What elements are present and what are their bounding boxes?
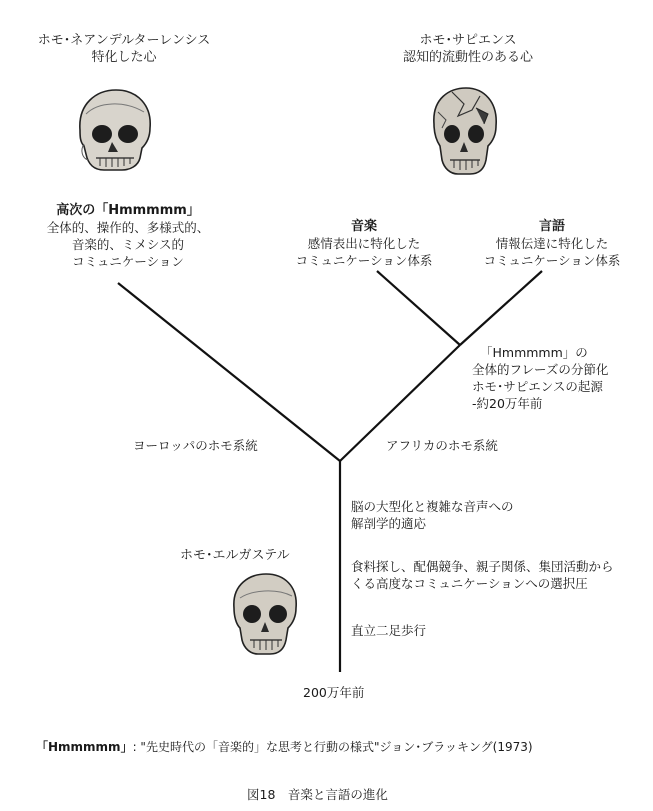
neanderthal-name: ホモ･ネアンデルターレンシス — [37, 33, 211, 48]
bipedalism-note: 直立二足歩行 — [351, 623, 427, 638]
base-time-label: 200万年前 — [303, 685, 365, 700]
neanderthal-line-3: コミュニケーション — [72, 254, 184, 269]
pressure-line-2: くる高度なコミュニケーションへの選択圧 — [351, 576, 588, 591]
music-line-1: 感情表出に特化した — [307, 236, 421, 251]
language-line-2: コミュニケーション体系 — [483, 253, 621, 268]
sapiens-skull-image — [424, 84, 502, 180]
hmmmmm-definition — [36, 739, 533, 756]
selection-pressure-note — [351, 558, 614, 592]
language-branch-line — [460, 271, 542, 345]
footnote-text: : "先史時代の「音楽的」な思考と行動の様式"ジョン･ブラッキング(1973) — [132, 740, 533, 754]
music-line-2: コミュニケーション体系 — [295, 253, 433, 268]
ergaster-skull-image — [222, 568, 306, 660]
footnote-term: 「Hmmmmm」 — [36, 740, 133, 754]
origin-line-3: ホモ･サピエンスの起源 — [472, 379, 603, 394]
neanderthal-line-1: 全体的、操作的、多様式的、 — [46, 220, 210, 235]
music-node — [274, 218, 454, 269]
hmmmmm-heading: 高次の「Hmmmmm」 — [56, 203, 200, 218]
adaptation-line-1: 脳の大型化と複雑な音声への — [351, 499, 514, 514]
origin-line-2: 全体的フレーズの分節化 — [472, 362, 609, 377]
music-branch-line — [377, 271, 460, 345]
neanderthal-line-2: 音楽的、ミメシス的 — [71, 237, 185, 252]
neanderthal-communication — [10, 202, 246, 270]
neanderthal-mind: 特化した心 — [91, 50, 157, 65]
language-line-1: 情報伝達に特化した — [495, 236, 609, 251]
sapiens-name: ホモ･サピエンス — [419, 33, 517, 48]
africa-lineage-label: アフリカのホモ系統 — [386, 438, 498, 453]
brain-adaptation-note — [351, 498, 514, 532]
adaptation-line-2: 解剖学的適応 — [351, 516, 427, 531]
europe-lineage-label: ヨーロッパのホモ系統 — [133, 438, 258, 453]
neanderthal-label — [14, 32, 234, 66]
neanderthal-skull-image — [62, 84, 158, 180]
sapiens-origin-note — [472, 344, 608, 412]
language-node — [462, 218, 642, 269]
sapiens-mind: 認知的流動性のある心 — [402, 50, 533, 65]
ergaster-label: ホモ･エルガステル — [180, 548, 290, 563]
music-heading: 音楽 — [350, 219, 377, 234]
origin-line-4: ‐約20万年前 — [472, 396, 543, 411]
pressure-line-1: 食料探し、配偶競争、親子関係、集団活動から — [351, 559, 614, 574]
language-heading: 言語 — [538, 219, 565, 234]
sapiens-label — [368, 32, 568, 66]
origin-line-1: 「Hmmmmm」の — [480, 345, 588, 360]
figure-caption: 図18 音楽と言語の進化 — [247, 787, 388, 802]
europe-branch-line — [118, 283, 340, 461]
